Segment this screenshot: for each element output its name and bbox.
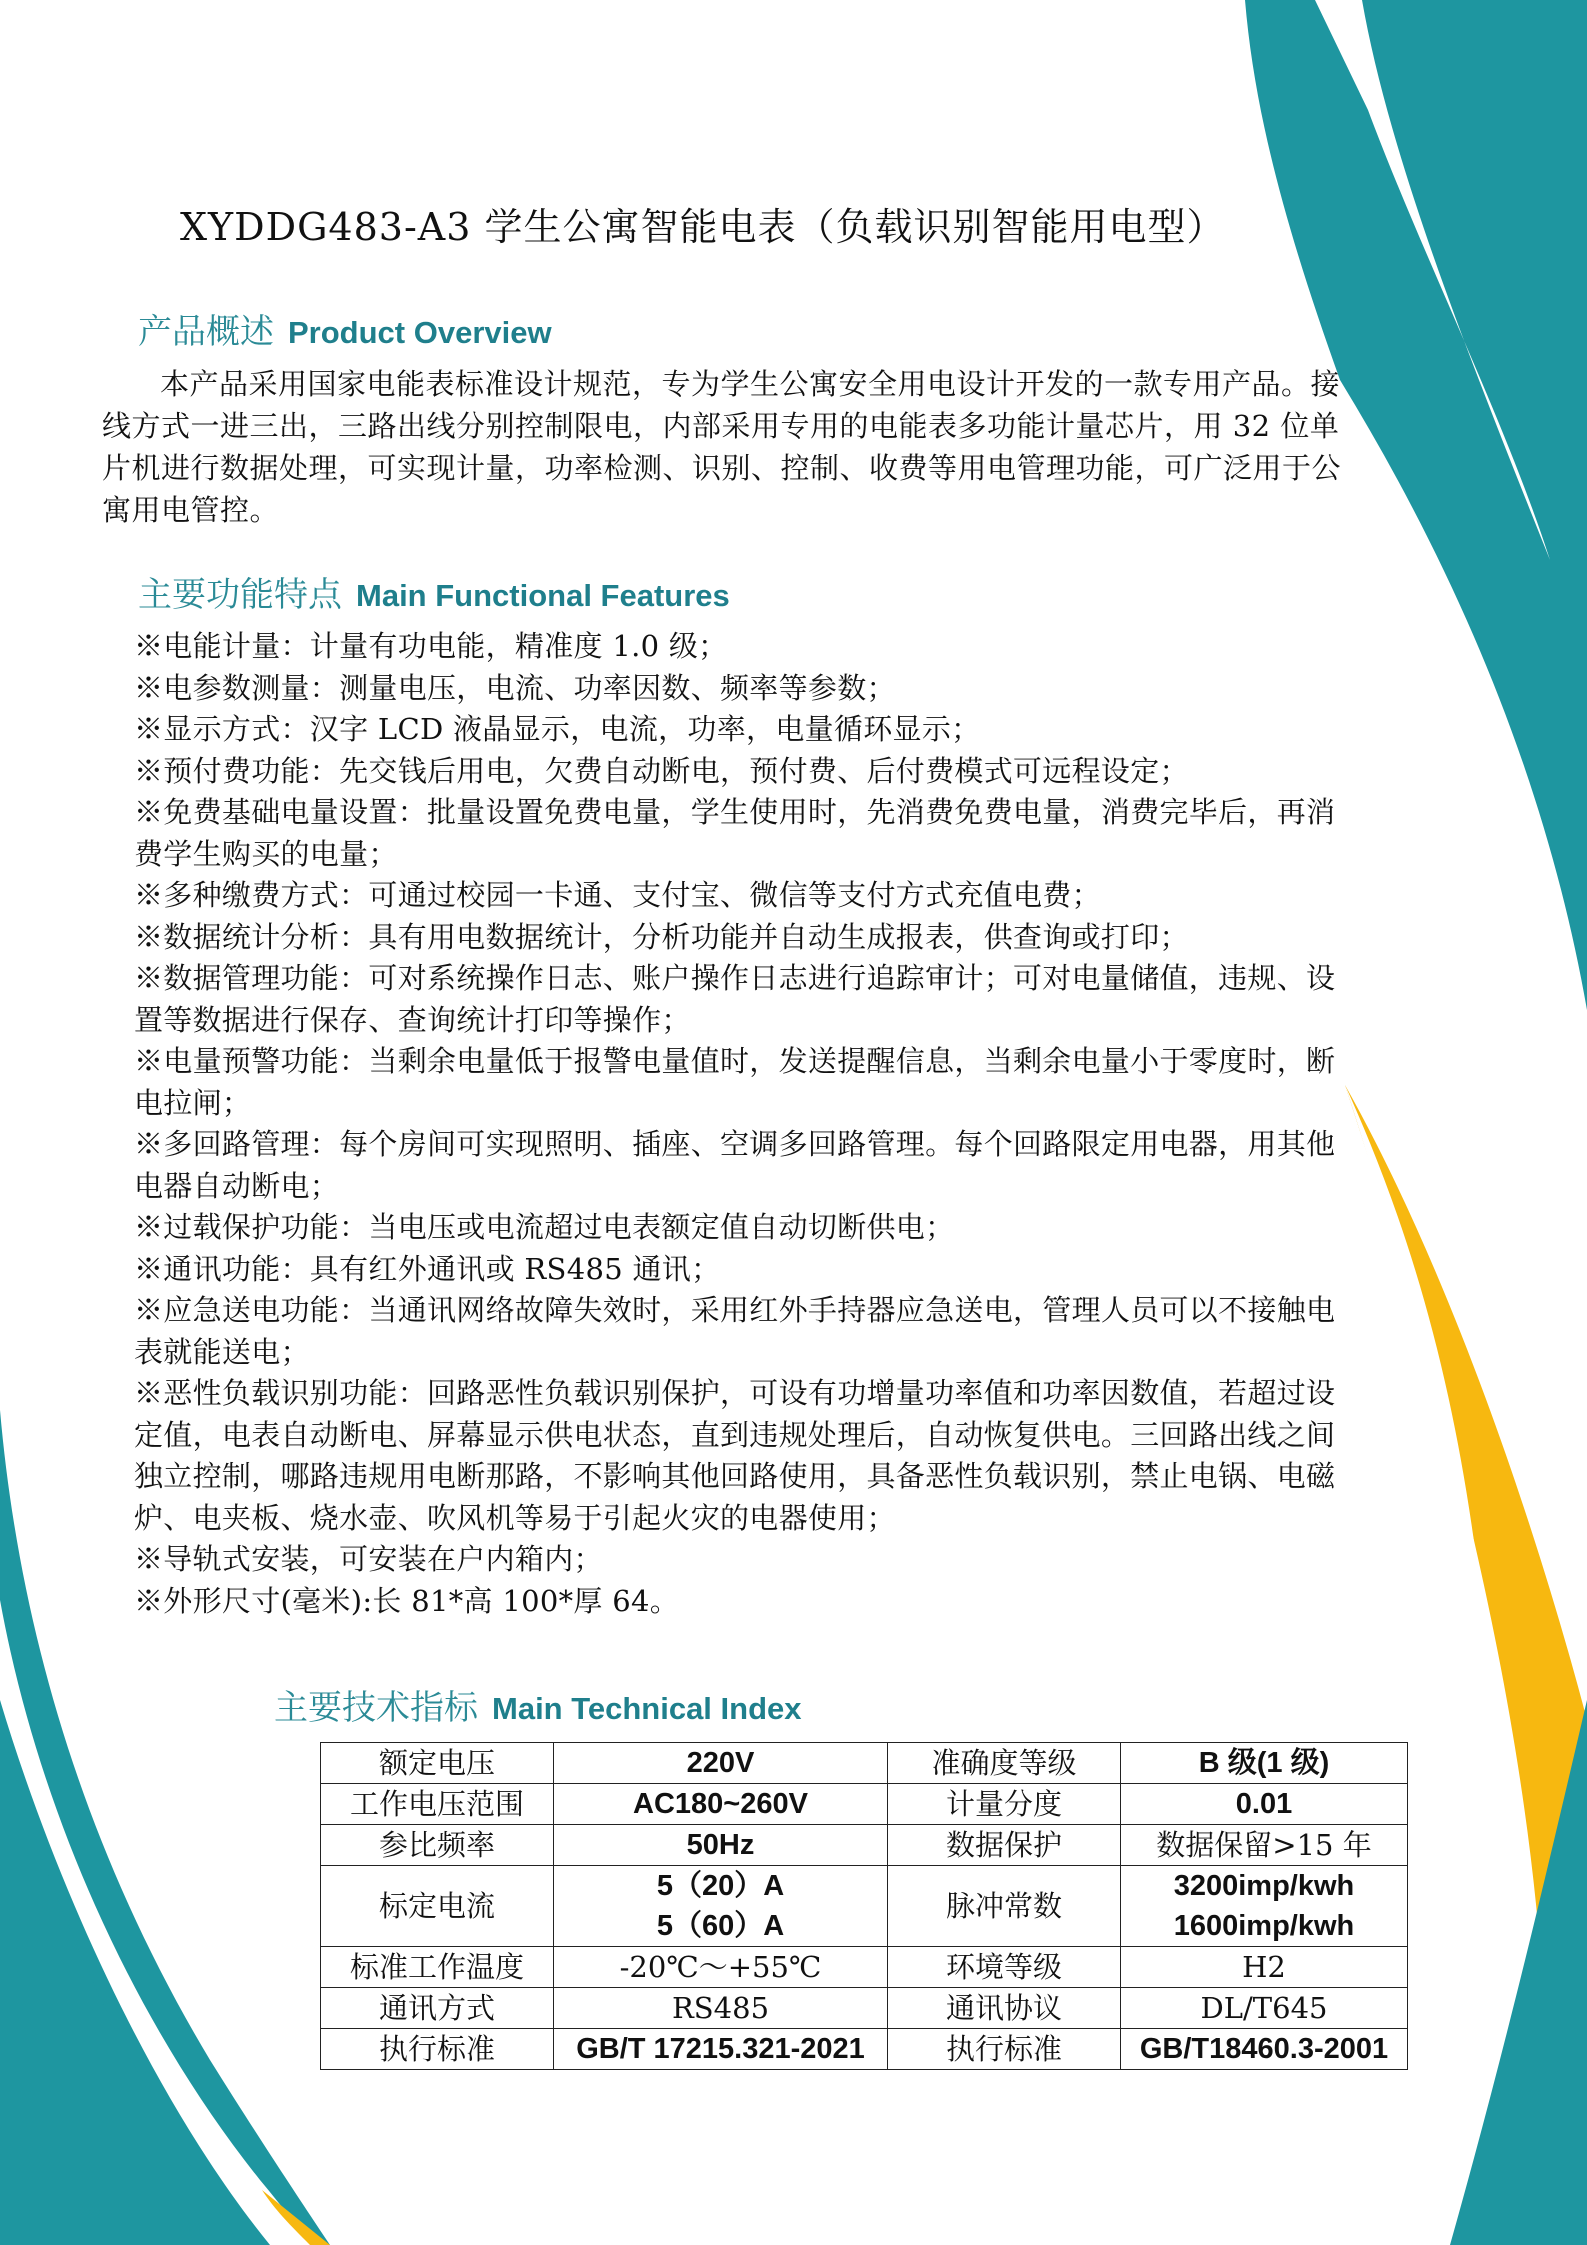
- feature-item: ※免费基础电量设置：批量设置免费电量，学生使用时，先消费免费电量，消费完毕后，再消费学生购买的电量；: [134, 795, 1336, 871]
- spec-label: 标准工作温度: [321, 1947, 554, 1988]
- features-heading: [138, 567, 730, 616]
- spec-value: GB/T 17215.321-2021: [554, 2029, 888, 2070]
- spec-value-line: 1600imp/kwh: [1173, 1910, 1355, 1942]
- feature-item: ※导轨式安装，可安装在户内箱内；: [134, 1542, 603, 1576]
- features-list: [134, 626, 1349, 1622]
- spec-label: 通讯方式: [321, 1988, 554, 2029]
- spec-value: RS485: [554, 1988, 888, 2029]
- feature-item: ※显示方式：汉字 LCD 液晶显示，电流，功率，电量循环显示；: [134, 712, 981, 746]
- feature-item: ※多回路管理：每个房间可实现照明、插座、空调多回路管理。每个回路限定用电器，用其他电器自动断电；: [134, 1127, 1336, 1203]
- table-row: [321, 1988, 1408, 2029]
- spec-label: 脉冲常数: [888, 1866, 1121, 1947]
- spec-value: [1121, 1866, 1408, 1947]
- spec-value-line: 5（60）A: [656, 1910, 785, 1942]
- spec-value-line: 5（20）A: [656, 1870, 785, 1902]
- spec-value: -20℃～+55℃: [554, 1947, 888, 1988]
- spec-label: 准确度等级: [888, 1743, 1121, 1784]
- spec-value: B 级(1 级): [1121, 1743, 1408, 1784]
- feature-item: ※电量预警功能：当剩余电量低于报警电量值时，发送提醒信息，当剩余电量小于零度时，断电拉闸；: [134, 1044, 1336, 1120]
- spec-label: 执行标准: [321, 2029, 554, 2070]
- spec-table: [320, 1742, 1408, 2070]
- spec-label: 执行标准: [888, 2029, 1121, 2070]
- spec-value: 数据保留>15 年: [1121, 1825, 1408, 1866]
- spec-value: DL/T645: [1121, 1988, 1408, 2029]
- table-row: [321, 1784, 1408, 1825]
- features-heading-zh: 主要功能特点: [138, 575, 342, 615]
- spec-label: 标定电流: [321, 1866, 554, 1947]
- spec-label: 环境等级: [888, 1947, 1121, 1988]
- overview-heading: [138, 304, 552, 353]
- spec-value: 220V: [554, 1743, 888, 1784]
- page-title: XYDDG483-A3 学生公寓智能电表（负载识别智能用电型）: [180, 205, 1226, 249]
- tech-heading: [274, 1680, 802, 1729]
- table-row: [321, 2029, 1408, 2070]
- spec-label: 工作电压范围: [321, 1784, 554, 1825]
- feature-item: ※预付费功能：先交钱后用电，欠费自动断电，预付费、后付费模式可远程设定；: [134, 753, 1189, 788]
- feature-item: ※数据统计分析：具有用电数据统计，分析功能并自动生成报表，供查询或打印；: [134, 919, 1189, 954]
- spec-label: 额定电压: [321, 1743, 554, 1784]
- feature-item: ※通讯功能：具有红外通讯或 RS485 通讯；: [134, 1251, 721, 1286]
- spec-value: GB/T18460.3-2001: [1121, 2029, 1408, 2070]
- spec-label: 计量分度: [888, 1784, 1121, 1825]
- spec-value: [554, 1866, 888, 1947]
- table-row: [321, 1866, 1408, 1947]
- overview-paragraph: 本产品采用国家电能表标准设计规范，专为学生公寓安全用电设计开发的一款专用产品。接线方式一进三出，三路出线分别控制限电，内部采用专用的电能表多功能计量芯片，用 32 位单片机进行数据处理，可实现计量，功率检测、识别、控制、收费等用电管理功能，可广泛用于公寓用电管控。: [102, 367, 1342, 527]
- overview-heading-en: Product Overview: [288, 315, 552, 350]
- feature-item: ※电能计量：计量有功电能，精准度 1.0 级；: [134, 629, 728, 663]
- spec-label: 参比频率: [321, 1825, 554, 1866]
- spec-value: 50Hz: [554, 1825, 888, 1866]
- spec-label: 通讯协议: [888, 1988, 1121, 2029]
- overview-heading-zh: 产品概述: [138, 312, 274, 352]
- table-row: [321, 1743, 1408, 1784]
- table-row: [321, 1947, 1408, 1988]
- spec-value: AC180~260V: [554, 1784, 888, 1825]
- spec-label: 数据保护: [888, 1825, 1121, 1866]
- features-heading-en: Main Functional Features: [356, 578, 730, 613]
- feature-item: ※应急送电功能：当通讯网络故障失效时，采用红外手持器应急送电，管理人员可以不接触电表就能送电；: [134, 1293, 1336, 1369]
- tech-heading-en: Main Technical Index: [492, 1691, 802, 1726]
- tech-heading-zh: 主要技术指标: [274, 1688, 478, 1728]
- spec-value-line: 3200imp/kwh: [1173, 1870, 1355, 1902]
- feature-item: ※数据管理功能：可对系统操作日志、账户操作日志进行追踪审计；可对电量储值，违规、设置等数据进行保存、查询统计打印等操作；: [134, 961, 1336, 1037]
- feature-item: ※恶性负载识别功能：回路恶性负载识别保护，可设有功增量功率值和功率因数值，若超过设定值，电表自动断电、屏幕显示供电状态，直到违规处理后，自动恢复供电。三回路出线之间独立控制，哪路违规用电断那路，不影响其他回路使用，具备恶性负载识别，禁止电锅、电磁炉、电夹板、烧水壶、吹风机等易于引起火灾的电器使用；: [134, 1376, 1336, 1535]
- feature-item: ※电参数测量：测量电压，电流、功率因数、频率等参数；: [134, 670, 896, 705]
- feature-item: ※多种缴费方式：可通过校园一卡通、支付宝、微信等支付方式充值电费；: [134, 878, 1101, 912]
- feature-item: ※外形尺寸(毫米):长 81*高 100*厚 64。: [134, 1583, 680, 1618]
- table-row: [321, 1825, 1408, 1866]
- spec-value: H2: [1121, 1947, 1408, 1988]
- spec-value: 0.01: [1121, 1784, 1408, 1825]
- feature-item: ※过载保护功能：当电压或电流超过电表额定值自动切断供电；: [134, 1210, 955, 1244]
